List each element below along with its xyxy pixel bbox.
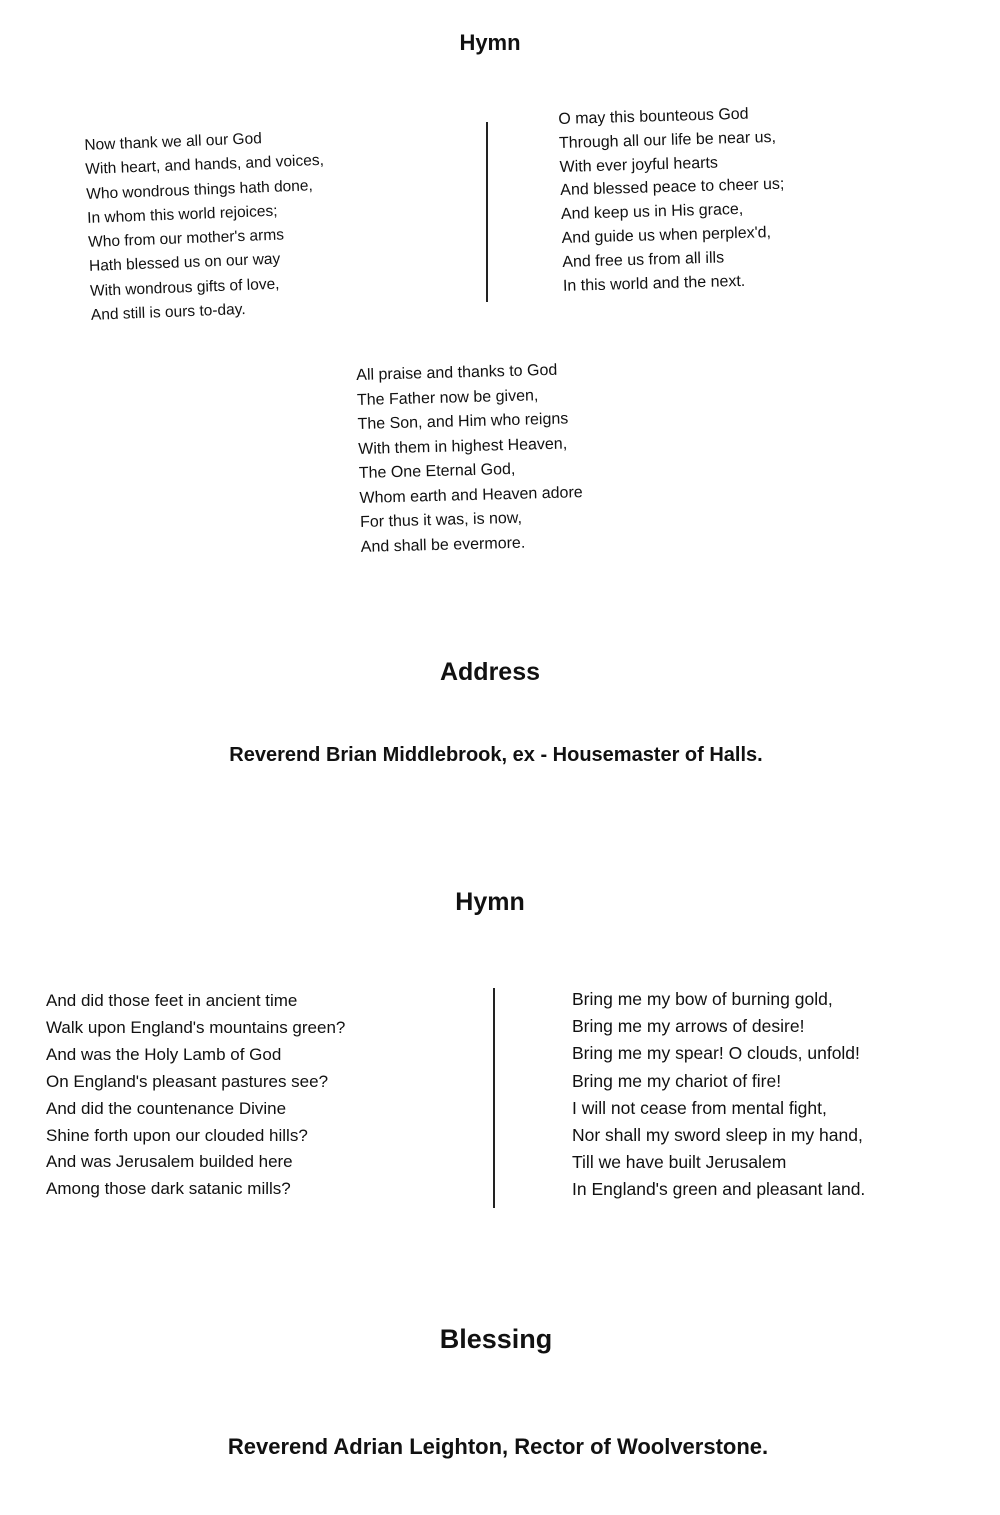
verse-line: And guide us when perplex'd,	[561, 224, 772, 247]
verse-line: With ever joyful hearts	[559, 154, 719, 176]
verse-line: The Son, and Him who reigns	[357, 410, 569, 433]
verse-line: Who from our mother's arms	[87, 226, 285, 252]
verse-line: Bring me my bow of burning gold,	[572, 989, 833, 1009]
verse-line: Whom earth and Heaven adore	[359, 483, 583, 507]
hymn1-heading: Hymn	[459, 30, 521, 55]
verse-line: Bring me my arrows of desire!	[572, 1016, 805, 1037]
verse-line: And blessed peace to cheer us;	[560, 176, 785, 200]
verse-line: Who wondrous things hath done,	[85, 176, 314, 203]
verse-line: O may this bounteous God	[558, 105, 749, 128]
verse-line: Shine forth upon our clouded hills?	[46, 1125, 308, 1145]
verse-line: Hath blessed us on our way	[88, 251, 281, 276]
address-speaker: Reverend Brian Middlebrook, ex - Housemaster of Halls.	[229, 744, 763, 766]
column-divider	[493, 988, 495, 1208]
verse-line: All praise and thanks to God	[356, 361, 558, 384]
verse-line: On England's pleasant pastures see?	[46, 1071, 329, 1091]
verse-line: And free us from all ills	[562, 249, 725, 271]
verse-line: Nor shall my sword sleep in my hand,	[572, 1125, 863, 1146]
hymn2-verse-2	[572, 986, 865, 1204]
blessing-heading: Blessing	[439, 1324, 553, 1354]
blessing-speaker: Reverend Adrian Leighton, Rector of Woolverstone.	[227, 1434, 769, 1459]
verse-line: In this world and the next.	[562, 272, 746, 295]
verse-line: Bring me my chariot of fire!	[572, 1070, 782, 1091]
hymn1-verse-3	[356, 358, 584, 560]
verse-line: And still is ours to-day.	[90, 301, 246, 324]
verse-line: And did those feet in ancient time	[46, 991, 298, 1010]
verse-line: With heart, and hands, and voices,	[85, 152, 325, 179]
verse-line: And keep us in His grace,	[560, 201, 744, 224]
verse-line: Now thank we all our God	[84, 130, 263, 154]
verse-line: In England's green and pleasant land.	[572, 1179, 866, 1200]
verse-line: And was the Holy Lamb of God	[46, 1044, 282, 1064]
verse-line: And shall be evermore.	[360, 534, 526, 556]
verse-line: Bring me my spear! O clouds, unfold!	[572, 1043, 860, 1064]
verse-line: Through all our life be near us,	[558, 128, 777, 152]
verse-line: In whom this world rejoices;	[86, 202, 278, 227]
hymn2-verse-1	[46, 988, 345, 1203]
address-heading: Address	[439, 658, 541, 686]
verse-line: And was Jerusalem builded here	[46, 1152, 293, 1172]
hymn1-verse-1	[84, 125, 330, 328]
verse-line: For thus it was, is now,	[359, 509, 523, 531]
verse-line: I will not cease from mental fight,	[572, 1097, 827, 1118]
hymn1-verse-2	[558, 102, 787, 299]
verse-line: And did the countenance Divine	[46, 1098, 287, 1118]
verse-line: The One Eternal God,	[358, 460, 516, 482]
verse-line: Among those dark satanic mills?	[46, 1179, 291, 1199]
verse-line: Till we have built Jerusalem	[572, 1152, 787, 1173]
verse-line: With wondrous gifts of love,	[89, 275, 280, 300]
verse-line: The Father now be given,	[356, 386, 539, 409]
column-divider	[486, 122, 488, 302]
hymn2-heading: Hymn	[455, 888, 525, 916]
verse-line: Walk upon England's mountains green?	[46, 1017, 346, 1037]
verse-line: With them in highest Heaven,	[358, 435, 568, 458]
